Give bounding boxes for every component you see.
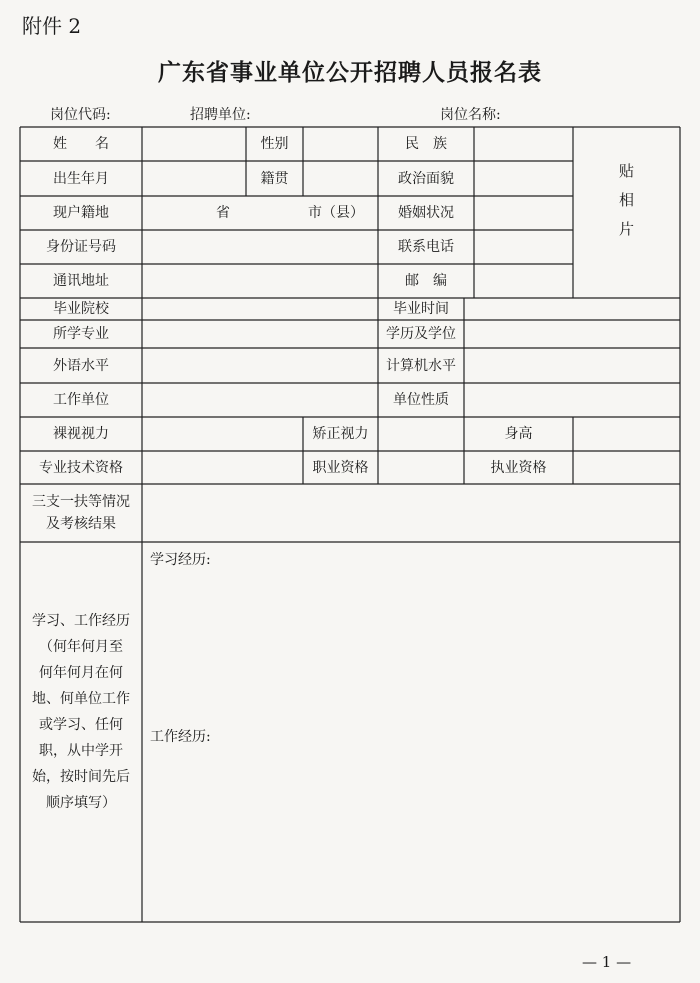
birth-date-label: 出生年月 <box>53 170 109 187</box>
postcode-label: 邮 编 <box>405 273 447 289</box>
native-place-label: 籍贯 <box>260 170 289 187</box>
school-label: 毕业院校 <box>53 301 109 317</box>
photo-char: 相 <box>618 190 634 209</box>
unit-nature-label: 单位性质 <box>393 392 449 408</box>
experience-line: （何年何月至 <box>39 639 123 655</box>
form-title: 广东省事业单位公开招聘人员报名表 <box>158 59 542 86</box>
marital-status-label: 婚姻状况 <box>398 205 454 221</box>
photo-placeholder <box>573 127 680 298</box>
photo-char: 贴 <box>618 161 634 180</box>
page-number: — 1 — <box>582 953 632 971</box>
household-location-label: 现户籍地 <box>53 205 109 221</box>
experience-line: 地、何单位工作 <box>32 691 130 707</box>
study-history-label: 学习经历: <box>150 552 211 568</box>
experience-line: 学习、工作经历 <box>32 613 130 629</box>
vocational-qualification-label: 职业资格 <box>312 459 369 476</box>
gender-label: 性别 <box>260 136 289 152</box>
work-history-label: 工作经历: <box>150 729 211 745</box>
corrected-vision-label: 矫正视力 <box>312 426 369 442</box>
experience-line: 职，从中学开 <box>39 743 123 759</box>
three-support-line: 及考核结果 <box>46 516 116 532</box>
experience-line: 顺序填写） <box>46 795 116 811</box>
work-unit-label: 工作单位 <box>53 392 109 408</box>
three-support-label <box>20 484 142 542</box>
position-name-label: 岗位名称: <box>440 107 501 123</box>
address-label: 通讯地址 <box>53 273 109 289</box>
recruiting-unit-label: 招聘单位: <box>190 107 251 123</box>
experience-line: 或学习、任何 <box>39 717 123 733</box>
degree-label: 学历及学位 <box>386 326 456 342</box>
height-label: 身高 <box>504 426 533 442</box>
major-label: 所学专业 <box>53 326 109 342</box>
city-county-label: 市（县） <box>308 205 364 221</box>
computer-level-label: 计算机水平 <box>386 357 456 374</box>
experience-label <box>20 608 142 858</box>
ethnicity-label: 民 族 <box>405 136 447 152</box>
tech-qualification-label: 专业技术资格 <box>39 459 123 476</box>
phone-label: 联系电话 <box>398 239 454 255</box>
practice-qualification-label: 执业资格 <box>490 459 547 476</box>
experience-line: 何年何月在何 <box>39 665 123 681</box>
political-status-label: 政治面貌 <box>398 170 454 187</box>
foreign-language-label: 外语水平 <box>53 357 109 374</box>
photo-char: 片 <box>618 219 634 238</box>
naked-vision-label: 裸视视力 <box>53 426 109 442</box>
graduation-time-label: 毕业时间 <box>393 301 449 317</box>
position-code-label: 岗位代码: <box>50 107 111 123</box>
attachment-label: 附件 2 <box>22 14 82 38</box>
three-support-line: 三支一扶等情况 <box>32 494 130 510</box>
experience-line: 始，按时间先后 <box>32 769 130 785</box>
id-number-label: 身份证号码 <box>46 239 116 255</box>
province-label: 省 <box>216 205 230 221</box>
name-label: 姓 名 <box>53 136 109 152</box>
